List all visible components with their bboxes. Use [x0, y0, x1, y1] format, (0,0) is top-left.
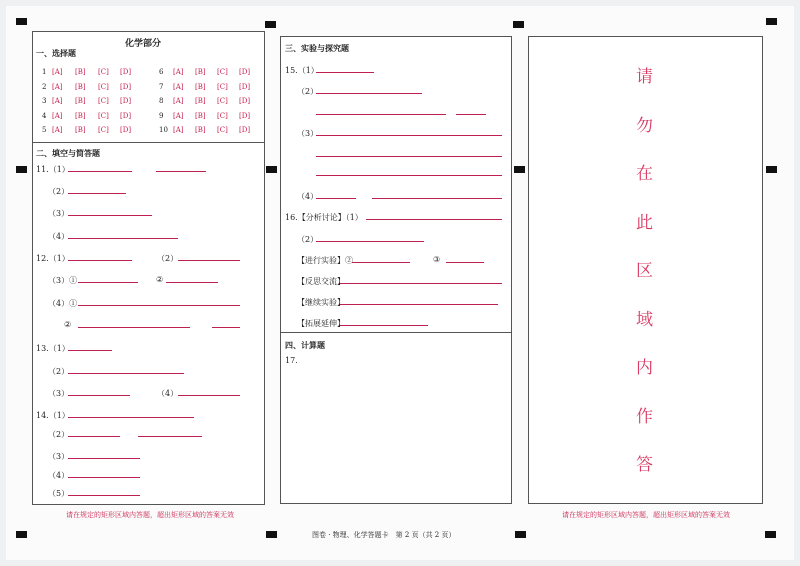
answer-line[interactable] — [212, 327, 240, 328]
q17-label: 17. — [285, 356, 298, 365]
q15-2-label: （2） — [297, 87, 319, 96]
q13-3-label: （3） — [48, 389, 70, 398]
experiment-panel — [280, 36, 512, 504]
warning-char: 此 — [636, 212, 653, 233]
section-experiment-title: 三、实验与探究题 — [285, 43, 349, 53]
choice-bubble[interactable]: [C] — [98, 126, 109, 135]
choice-bubble[interactable]: [C] — [217, 68, 228, 76]
choice-number: 6 — [159, 68, 164, 76]
left-boundary-notice: 请在规定的矩形区域内答题，超出矩形区域的答案无效 — [66, 511, 234, 519]
choice-number: 10 — [159, 126, 168, 135]
answer-line[interactable] — [138, 436, 202, 437]
answer-line[interactable] — [68, 436, 120, 437]
choice-bubble[interactable]: [B] — [75, 126, 86, 135]
answer-line[interactable] — [68, 458, 140, 459]
choice-bubble[interactable]: [A] — [52, 126, 63, 135]
section-divider — [280, 332, 512, 333]
q12-2-label: （2） — [157, 254, 179, 263]
right-boundary-notice: 请在规定的矩形区域内答题，超出矩形区域的答案无效 — [562, 511, 730, 519]
answer-line[interactable] — [178, 395, 240, 396]
q13-2-label: （2） — [48, 367, 70, 376]
q13-1-label: 13.（1） — [36, 344, 70, 353]
q11-4-label: （4） — [48, 232, 70, 241]
choice-bubble[interactable]: [C] — [98, 82, 109, 91]
q14-3-label: （3） — [48, 452, 70, 461]
page-footer: 图卷 · 物理、化学答题卡 第 2 页（共 2 页） — [312, 531, 456, 539]
timing-mark — [766, 166, 777, 173]
answer-line[interactable] — [78, 305, 240, 306]
answer-line[interactable] — [78, 282, 138, 283]
timing-mark — [515, 531, 526, 538]
section-divider — [32, 142, 265, 143]
choice-bubble[interactable]: [D] — [239, 82, 251, 91]
choice-bubble[interactable]: [B] — [195, 68, 206, 76]
answer-line[interactable] — [68, 193, 126, 194]
choice-bubble[interactable]: [D] — [120, 126, 132, 135]
choice-bubble[interactable]: [B] — [195, 97, 206, 106]
choice-bubble[interactable]: [A] — [52, 68, 63, 76]
choice-bubble[interactable]: [D] — [239, 97, 251, 106]
answer-line[interactable] — [68, 350, 112, 351]
choice-bubble[interactable]: [A] — [173, 111, 184, 120]
warning-char: 作 — [636, 406, 653, 427]
choice-bubble[interactable]: [D] — [239, 68, 251, 76]
answer-line[interactable] — [316, 135, 502, 136]
warning-char: 勿 — [636, 115, 653, 136]
choice-number: 9 — [159, 111, 164, 120]
timing-mark — [266, 531, 277, 538]
choice-bubble[interactable]: [D] — [120, 68, 132, 76]
choice-number: 7 — [159, 82, 164, 91]
answer-line[interactable] — [340, 283, 502, 284]
answer-line[interactable] — [340, 304, 498, 305]
timing-mark — [514, 166, 525, 173]
timing-mark — [16, 18, 27, 25]
q16-analysis-label: 16.【分析讨论】（1） — [285, 213, 363, 222]
warning-char: 域 — [636, 309, 653, 330]
warning-char: 答 — [636, 455, 653, 475]
q11-1-label: 11.（1） — [36, 165, 70, 174]
timing-mark — [265, 21, 276, 28]
timing-mark — [513, 21, 524, 28]
choice-number: 5 — [42, 126, 47, 135]
q12-1-label: 12.（1） — [36, 254, 70, 263]
q11-3-label: （3） — [48, 209, 70, 218]
q14-4-label: （4） — [48, 471, 70, 480]
choice-bubble[interactable]: [A] — [173, 68, 184, 76]
choice-bubble[interactable]: [D] — [120, 111, 132, 120]
choice-number: 2 — [42, 82, 47, 91]
q12-3-label: （3）① — [48, 276, 78, 285]
choice-bubble[interactable]: [C] — [98, 97, 109, 106]
answer-line[interactable] — [68, 373, 184, 374]
answer-line[interactable] — [316, 93, 422, 94]
q16-2-label: （2） — [297, 235, 319, 244]
q14-2-label: （2） — [48, 430, 70, 439]
answer-line[interactable] — [166, 282, 218, 283]
choice-bubble[interactable]: [A] — [173, 126, 184, 135]
warning-char: 内 — [636, 358, 653, 378]
choice-number: 1 — [42, 68, 47, 76]
timing-mark — [16, 531, 27, 538]
timing-mark — [766, 18, 777, 25]
choice-bubble[interactable]: [B] — [75, 97, 86, 106]
q16-reflection-label: 【反思交流】 — [297, 277, 345, 286]
timing-mark — [765, 531, 776, 538]
choice-bubble[interactable]: [C] — [98, 111, 109, 120]
choice-bubble[interactable]: [C] — [217, 97, 228, 106]
choice-number: 3 — [42, 97, 47, 106]
answer-line[interactable] — [316, 241, 424, 242]
q16-extension-label: 【拓展延伸】 — [297, 319, 345, 328]
timing-mark — [16, 166, 27, 173]
q16-continue-label: 【继续实验】 — [297, 298, 345, 307]
choice-bubble[interactable]: [B] — [75, 111, 86, 120]
q12-3b-label: ② — [156, 275, 164, 284]
answer-line[interactable] — [404, 219, 502, 220]
choice-bubble[interactable]: [D] — [239, 111, 251, 120]
q11-2-label: （2） — [48, 187, 70, 196]
answer-line[interactable] — [68, 417, 194, 418]
section-calculation-title: 四、计算题 — [285, 340, 325, 350]
choice-bubble[interactable]: [A] — [52, 111, 63, 120]
answer-line[interactable] — [456, 114, 486, 115]
answer-line[interactable] — [316, 198, 356, 199]
answer-line[interactable] — [316, 72, 374, 73]
answer-line[interactable] — [68, 395, 130, 396]
answer-line[interactable] — [68, 215, 152, 216]
warning-char: 在 — [636, 164, 653, 184]
q12-4b-label: ② — [64, 320, 72, 329]
q16-experiment-3-label: ③ — [433, 255, 441, 264]
answer-line[interactable] — [446, 262, 484, 263]
section-fill-title: 二、填空与简答题 — [36, 148, 100, 158]
choice-bubble[interactable]: [B] — [75, 68, 86, 76]
q12-4-label: （4）① — [48, 299, 78, 308]
choice-bubble[interactable]: [A] — [173, 97, 184, 106]
choice-bubble[interactable]: [C] — [217, 111, 228, 120]
q13-4-label: （4） — [157, 389, 179, 398]
answer-line[interactable] — [78, 327, 190, 328]
answer-line[interactable] — [316, 175, 502, 176]
warning-char: 请 — [636, 67, 653, 87]
section-title-chemistry: 化学部分 — [125, 39, 162, 49]
choice-number: 4 — [42, 111, 47, 120]
q16-experiment-label: 【进行实验】② — [297, 256, 353, 265]
q15-1-label: 15.（1） — [285, 66, 319, 75]
answer-line[interactable] — [372, 198, 502, 199]
answer-line[interactable] — [366, 219, 406, 220]
choice-bubble[interactable]: [B] — [195, 82, 206, 91]
choice-bubble[interactable]: [A] — [52, 97, 63, 106]
answer-line[interactable] — [68, 477, 140, 478]
q15-3-label: （3） — [297, 129, 319, 138]
choice-bubble[interactable]: [A] — [173, 82, 184, 91]
answer-line[interactable] — [156, 171, 206, 172]
answer-line[interactable] — [68, 238, 178, 239]
choice-bubble[interactable]: [B] — [75, 82, 86, 91]
choice-bubble[interactable]: [B] — [195, 111, 206, 120]
timing-mark — [266, 166, 277, 173]
choice-bubble[interactable]: [C] — [217, 82, 228, 91]
choice-bubble[interactable]: [D] — [120, 82, 132, 91]
q14-5-label: （5） — [48, 489, 70, 498]
choice-bubble[interactable]: [C] — [217, 126, 228, 135]
answer-line[interactable] — [178, 260, 240, 261]
q14-1-label: 14.（1） — [36, 411, 70, 420]
choice-bubble[interactable]: [C] — [98, 68, 109, 76]
choice-bubble[interactable]: [B] — [195, 126, 206, 135]
warning-char: 区 — [636, 261, 653, 281]
answer-line[interactable] — [316, 156, 502, 157]
q15-4-label: （4） — [297, 192, 319, 201]
choice-bubble[interactable]: [D] — [239, 126, 251, 135]
answer-line[interactable] — [340, 325, 428, 326]
answer-line[interactable] — [352, 262, 410, 263]
choice-bubble[interactable]: [D] — [120, 97, 132, 106]
answer-line[interactable] — [316, 114, 446, 115]
choice-number: 8 — [159, 97, 164, 106]
answer-line[interactable] — [68, 260, 132, 261]
answer-line[interactable] — [68, 171, 132, 172]
choice-bubble[interactable]: [A] — [52, 82, 63, 91]
answer-line[interactable] — [68, 495, 140, 496]
section-choice-title: 一、选择题 — [36, 48, 76, 58]
